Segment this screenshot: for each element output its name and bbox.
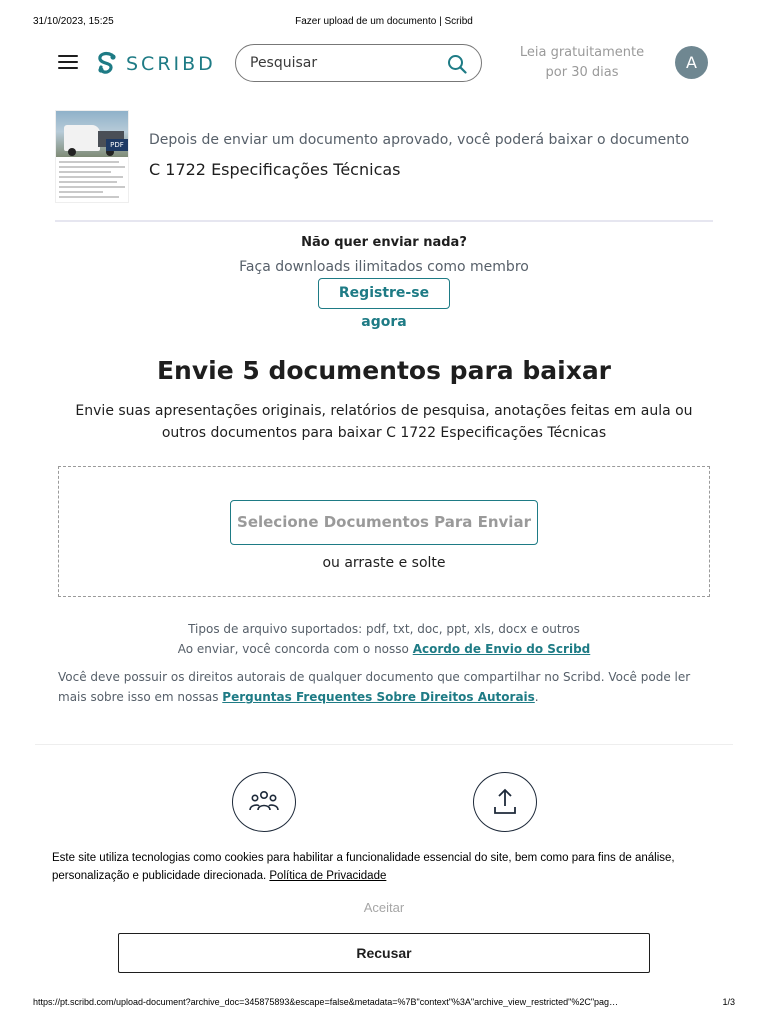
upload-feature [473, 772, 537, 832]
register-button[interactable]: Registre-se agora [318, 278, 450, 309]
search-input[interactable] [250, 53, 440, 73]
drag-drop-text: ou arraste e solte [322, 555, 446, 571]
cookie-banner [0, 838, 768, 998]
agreement-line [0, 639, 768, 659]
upload-heading: Envie 5 documentos para baixar [156, 356, 612, 385]
print-footer [0, 997, 768, 1011]
scribd-logo[interactable] [96, 50, 216, 78]
search-box[interactable] [235, 44, 482, 82]
copyright-notice [58, 667, 718, 707]
pdf-badge: PDF [106, 139, 128, 151]
menu-icon[interactable] [58, 55, 78, 71]
thumbnail-text-lines [59, 161, 127, 201]
privacy-policy-link[interactable]: Política de Privacidade [269, 870, 387, 882]
supported-types-text: Tipos de arquivo suportados: pdf, txt, doc, ppt, xls, docx e outros [188, 622, 580, 636]
truck-wheel [68, 148, 76, 156]
document-title[interactable]: C 1722 Especificações Técnicas [149, 160, 401, 179]
membership-prompt [0, 234, 768, 276]
truck-image [64, 125, 100, 151]
trial-line-1: Leia gratuitamente [519, 45, 645, 60]
upload-agreement-link[interactable]: Acordo de Envio do Scribd [412, 642, 591, 656]
document-info [55, 110, 713, 205]
select-documents-button[interactable]: Selecione Documentos Para Enviar [230, 500, 538, 545]
divider [35, 744, 733, 745]
cookie-message: Este site utiliza tecnologias como cookies para habilitar a funcionalidade essencial do site, bem como para fins de análise, personalização e publicidade direcionada. [52, 852, 675, 882]
accept-cookies-button[interactable]: Aceitar [0, 900, 768, 915]
membership-subtitle: Faça downloads ilimitados como membro [239, 259, 529, 275]
print-page-title: Fazer upload de um documento | Scribd [295, 16, 473, 27]
scribd-logo-icon [96, 51, 118, 77]
avatar[interactable]: A [675, 46, 708, 79]
copyright-text: Você deve possuir os direitos autorais de qualquer documento que compartilhar no Scribd. Você pode ler mais sobre isso em nossas [58, 670, 691, 704]
upload-description: Envie suas apresentações originais, relatórios de pesquisa, anotações feitas em aula ou outros documentos para baixar C 1722 Especificações Técnicas [75, 403, 693, 441]
agreement-prefix: Ao enviar, você concorda com o nosso [177, 642, 413, 656]
free-trial-link[interactable] [518, 43, 646, 83]
community-feature [232, 772, 296, 832]
copyright-suffix: . [534, 690, 539, 704]
file-dropzone[interactable] [58, 466, 710, 597]
decline-cookies-button[interactable]: Recusar [118, 933, 650, 973]
logo-text: SCRIBD [126, 53, 216, 75]
divider [55, 220, 713, 222]
search-icon[interactable] [447, 54, 467, 74]
download-note: Depois de enviar um documento aprovado, você poderá baixar o documento [149, 132, 690, 148]
print-datetime: 31/10/2023, 15:25 [33, 16, 114, 27]
document-thumbnail[interactable] [55, 110, 129, 203]
people-icon [247, 785, 281, 819]
upload-icon [488, 785, 522, 819]
print-header [0, 16, 768, 30]
cookie-text [52, 849, 732, 885]
membership-question: Não quer enviar nada? [301, 235, 467, 250]
top-navigation-bar [0, 40, 768, 88]
print-url: https://pt.scribd.com/upload-document?archive_doc=345875893&escape=false&metadata=%7B"context"%3A"archive_view_restricted"%2C"pag… [33, 997, 619, 1007]
upload-info [0, 619, 768, 659]
print-page-number: 1/3 [722, 997, 735, 1007]
trial-line-2: por 30 dias [545, 65, 619, 80]
copyright-faq-link[interactable]: Perguntas Frequentes Sobre Direitos Autorais [222, 690, 535, 704]
